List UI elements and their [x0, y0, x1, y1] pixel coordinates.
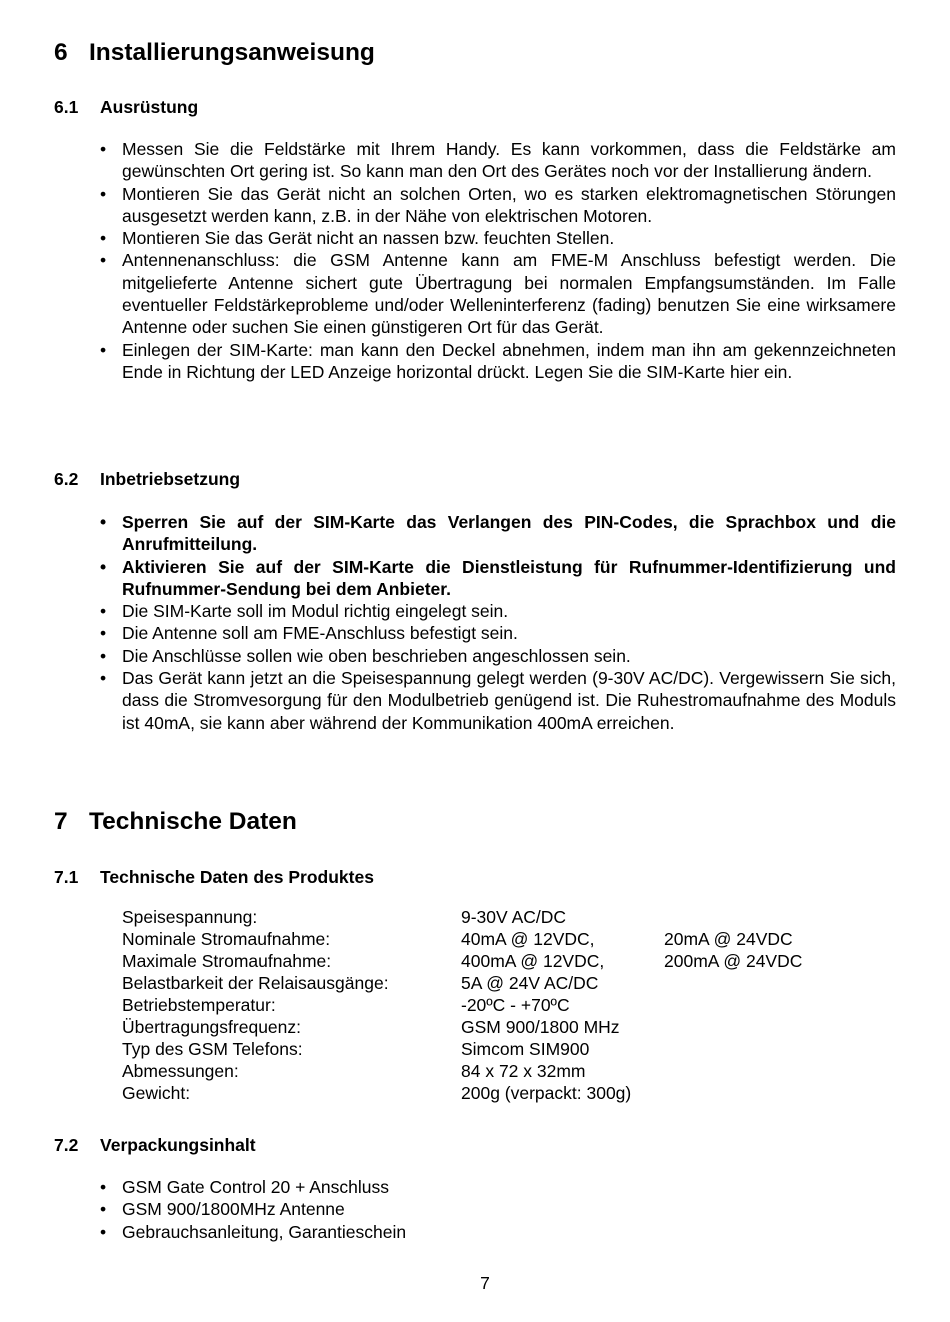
- list-item: • Einlegen der SIM-Karte: man kann den Deckel abnehmen, indem man ihn am gekennzeichneten Ende in Richtung der LED Anzeige horizontal drückt. Legen Sie die SIM-Karte hier ein.: [122, 339, 896, 384]
- subsection-heading-6-2: 6.2 Inbetriebsetzung: [54, 469, 241, 489]
- spec-table: [122, 906, 882, 1104]
- spec-label: Nominale Stromaufnahme:: [122, 929, 331, 949]
- spec-row: [122, 1060, 882, 1082]
- spec-row: [122, 950, 882, 972]
- spec-label: Übertragungsfrequenz:: [122, 1017, 301, 1037]
- spec-value: -20ºC - +70ºC: [461, 995, 570, 1015]
- subsection-heading-7-2: 7.2 Verpackungsinhalt: [54, 1135, 256, 1155]
- section-heading-6: 6 Installierungsanweisung: [54, 39, 375, 66]
- subsection-heading-6-1: 6.1 Ausrüstung: [54, 97, 199, 117]
- package-contents-list: [122, 1176, 896, 1243]
- spec-value: GSM 900/1800 MHz: [461, 1017, 620, 1037]
- commissioning-list: [122, 511, 896, 734]
- spec-row: [122, 1082, 882, 1104]
- spec-row: [122, 994, 882, 1016]
- spec-label: Betriebstemperatur:: [122, 995, 276, 1015]
- spec-label: Abmessungen:: [122, 1061, 239, 1081]
- list-item: • Die SIM-Karte soll im Modul richtig eingelegt sein.: [122, 600, 896, 622]
- spec-row: [122, 906, 882, 928]
- equipment-list: [122, 138, 896, 383]
- list-item: • Sperren Sie auf der SIM-Karte das Verlangen des PIN-Codes, die Sprachbox und die Anrufmitteilung.: [122, 511, 896, 556]
- list-item: • Aktivieren Sie auf der SIM-Karte die Dienstleistung für Rufnummer-Identifizierung und Rufnummer-Sendung bei dem Anbieter.: [122, 556, 896, 601]
- list-item: • GSM Gate Control 20 + Anschluss: [122, 1176, 896, 1198]
- spec-label: Belastbarkeit der Relaisausgänge:: [122, 973, 389, 993]
- spec-value: 400mA @ 12VDC,: [461, 951, 605, 971]
- spec-row: [122, 928, 882, 950]
- page-number: 7: [480, 1273, 490, 1293]
- list-item: • Messen Sie die Feldstärke mit Ihrem Handy. Es kann vorkommen, dass die Feldstärke am gewünschten Ort gering ist. So kann man den Ort des Gerätes noch vor der Installierung ändern.: [122, 138, 896, 183]
- spec-label: Typ des GSM Telefons:: [122, 1039, 303, 1059]
- list-item: • Das Gerät kann jetzt an die Speisespannung gelegt werden (9-30V AC/DC). Vergewissern Sie sich, dass die Stromvesorgung für den Modulbetrieb genügend ist. Die Ruhestromaufnahme des Moduls ist 40mA, sie kann aber während der Kommunikation 400mA erreichen.: [122, 667, 896, 734]
- spec-value-secondary: 20mA @ 24VDC: [664, 929, 793, 949]
- spec-label: Maximale Stromaufnahme:: [122, 951, 332, 971]
- spec-value: 200g (verpackt: 300g): [461, 1083, 632, 1103]
- spec-row: [122, 1016, 882, 1038]
- list-item: • Antennenanschluss: die GSM Antenne kann am FME-M Anschluss befestigt werden. Die mitgelieferte Antenne sichert gute Übertragung bei normalen Empfangsumständen. Im Falle eventueller Feldstärkeprobleme und/oder Welleninterferenz (fading) benutzen Sie eine wirksamere Antenne oder suchen Sie einen günstigeren Ort für das Gerät.: [122, 249, 896, 338]
- section-heading-7: 7 Technische Daten: [54, 808, 297, 835]
- spec-value-secondary: 200mA @ 24VDC: [664, 951, 803, 971]
- spec-value: Simcom SIM900: [461, 1039, 590, 1059]
- list-item: • Die Anschlüsse sollen wie oben beschrieben angeschlossen sein.: [122, 645, 896, 667]
- spec-value: 5A @ 24V AC/DC: [461, 973, 599, 993]
- list-item: • Die Antenne soll am FME-Anschluss befestigt sein.: [122, 622, 896, 644]
- spec-row: [122, 972, 882, 994]
- spec-value: 40mA @ 12VDC,: [461, 929, 595, 949]
- list-item: • Montieren Sie das Gerät nicht an solchen Orten, wo es starken elektromagnetischen Störungen ausgesetzt werden kann, z.B. in der Nähe von elektrischen Motoren.: [122, 183, 896, 228]
- list-item: • GSM 900/1800MHz Antenne: [122, 1198, 896, 1220]
- spec-label: Speisespannung:: [122, 907, 258, 927]
- list-item: • Montieren Sie das Gerät nicht an nassen bzw. feuchten Stellen.: [122, 227, 896, 249]
- spec-row: [122, 1038, 882, 1060]
- spec-value: 84 x 72 x 32mm: [461, 1061, 586, 1081]
- spec-value: 9-30V AC/DC: [461, 907, 567, 927]
- list-item: • Gebrauchsanleitung, Garantieschein: [122, 1221, 896, 1243]
- spec-label: Gewicht:: [122, 1083, 191, 1103]
- subsection-heading-7-1: 7.1 Technische Daten des Produktes: [54, 867, 374, 887]
